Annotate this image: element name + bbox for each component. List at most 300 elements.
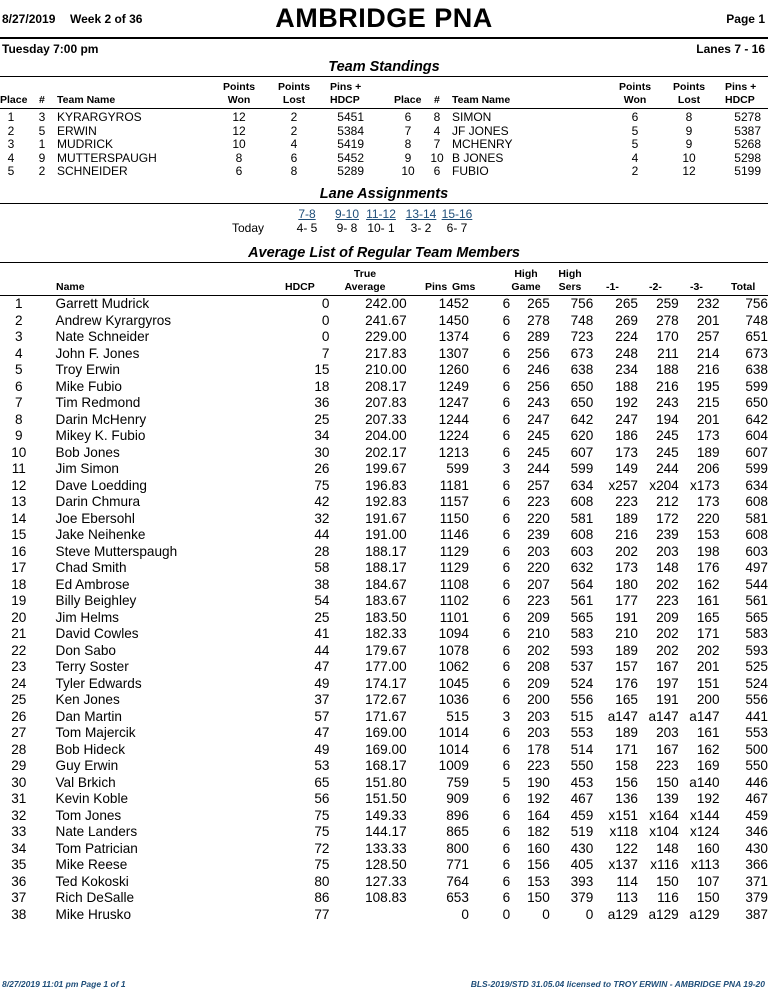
- cell-game-1: 176: [615, 675, 638, 691]
- cell-true-average: 108.83: [365, 890, 407, 905]
- cell-rank: 24: [11, 675, 27, 691]
- cell-rank: 5: [14, 362, 23, 377]
- cell-games: 6: [502, 362, 511, 377]
- cell-total: 553: [745, 725, 768, 740]
- cell-game-3: 150: [696, 890, 720, 905]
- cell-pins: 1036: [438, 692, 469, 707]
- standings-lost: 8: [685, 110, 693, 124]
- table-row: [0, 709, 768, 726]
- cell-high-series: 553: [570, 725, 594, 740]
- cell-game-2: 216: [656, 378, 679, 394]
- cell-bowler-name: Ed Ambrose: [55, 576, 130, 592]
- standings-team: JF JONES: [452, 123, 509, 138]
- cell-game-3: 161: [696, 593, 720, 608]
- col-total: Total: [731, 281, 756, 293]
- standings-pins: 5289: [337, 164, 364, 178]
- cell-hdcp: 44: [314, 642, 330, 658]
- cell-pins: 653: [446, 890, 469, 905]
- table-row: [0, 527, 768, 544]
- cell-hdcp: 18: [314, 378, 330, 394]
- cell-high-series: 393: [570, 873, 594, 889]
- lane-teams: 4- 5: [296, 221, 318, 235]
- table-row: [0, 824, 768, 841]
- cell-true-average: 184.67: [365, 576, 407, 592]
- cell-game-2: 278: [656, 312, 679, 328]
- standings-place: 1: [7, 110, 15, 124]
- cell-high-series: 603: [570, 543, 594, 559]
- week-label: Week 2 of 36: [70, 12, 143, 26]
- cell-games: 6: [502, 642, 511, 658]
- cell-game-3: x173: [690, 477, 720, 493]
- col-points-lost-line2: Lost: [282, 94, 306, 106]
- cell-bowler-name: Val Brkich: [55, 774, 116, 790]
- cell-games: 6: [502, 741, 511, 757]
- cell-pins: 1078: [438, 642, 469, 658]
- standings-pins: 5387: [734, 123, 761, 138]
- standings-won: 6: [631, 110, 639, 124]
- standings-lost: 4: [290, 137, 298, 151]
- cell-game-1: 136: [615, 791, 638, 806]
- cell-true-average: 199.67: [365, 461, 407, 476]
- cell-true-average: 171.67: [365, 708, 407, 724]
- cell-game-2: 148: [656, 840, 679, 856]
- cell-hdcp: 32: [314, 510, 330, 526]
- cell-high-game: 192: [527, 791, 550, 806]
- standings-num: 2: [38, 164, 46, 178]
- cell-high-game: 209: [527, 675, 550, 691]
- standings-lost: 2: [290, 123, 298, 138]
- cell-total: 561: [745, 593, 768, 608]
- cell-high-game: 247: [527, 411, 550, 427]
- cell-game-3: 173: [696, 494, 720, 509]
- lane-pair: 7-8: [298, 207, 316, 221]
- cell-high-game: 243: [527, 395, 550, 410]
- cell-total: 441: [745, 708, 768, 724]
- table-row: [0, 874, 768, 891]
- cell-game-3: 220: [696, 510, 720, 526]
- cell-game-2: 167: [656, 741, 679, 757]
- standings-won: 10: [232, 137, 246, 151]
- cell-game-3: x144: [690, 807, 720, 823]
- cell-bowler-name: Darin McHenry: [55, 411, 147, 427]
- cell-game-1: a129: [607, 906, 638, 922]
- cell-high-game: 182: [527, 824, 550, 839]
- cell-high-game: 164: [527, 807, 550, 823]
- col-game-1: -1-: [606, 281, 619, 293]
- cell-high-series: 564: [570, 576, 594, 592]
- cell-high-game: 203: [527, 543, 550, 559]
- col-game-3: -3-: [690, 281, 703, 293]
- cell-game-3: 176: [696, 560, 720, 575]
- cell-game-1: 113: [616, 890, 638, 905]
- cell-total: 642: [745, 411, 768, 427]
- page-label: Page 1: [726, 12, 765, 26]
- lane-teams: 9- 8: [336, 221, 358, 235]
- standings-team: SCHNEIDER: [57, 164, 128, 178]
- cell-total: 550: [745, 758, 768, 773]
- standings-won: 5: [631, 137, 639, 151]
- cell-high-series: 430: [570, 840, 594, 856]
- cell-high-game: 203: [527, 725, 550, 740]
- cell-game-3: x124: [690, 824, 720, 839]
- cell-game-1: 191: [615, 609, 638, 625]
- cell-hdcp: 38: [314, 576, 330, 592]
- cell-game-2: 167: [656, 659, 679, 674]
- cell-rank: 38: [11, 906, 27, 922]
- averages-rule: [0, 262, 768, 263]
- cell-game-3: x113: [691, 857, 720, 872]
- cell-game-3: 215: [696, 395, 720, 410]
- cell-game-1: x257: [608, 477, 638, 493]
- cell-game-2: 188: [656, 362, 679, 377]
- cell-true-average: 133.33: [365, 840, 407, 856]
- standings-pins: 5268: [734, 137, 761, 151]
- cell-rank: 28: [11, 741, 27, 757]
- cell-rank: 17: [11, 560, 27, 575]
- cell-rank: 6: [14, 378, 23, 394]
- standings-team: MUDRICK: [57, 137, 113, 151]
- cell-games: 5: [502, 774, 511, 790]
- cell-game-1: 210: [615, 626, 638, 641]
- cell-true-average: 241.67: [365, 312, 407, 328]
- cell-rank: 19: [11, 593, 27, 608]
- col-place: Place: [394, 94, 422, 106]
- cell-game-1: 234: [615, 362, 638, 377]
- cell-hdcp: 28: [314, 543, 330, 559]
- lane-pair: 11-12: [366, 207, 396, 221]
- cell-rank: 18: [11, 576, 27, 592]
- cell-total: 583: [745, 626, 768, 641]
- cell-rank: 33: [11, 824, 27, 839]
- cell-games: 6: [502, 312, 511, 328]
- cell-high-game: 203: [527, 708, 550, 724]
- cell-hdcp: 37: [314, 692, 330, 707]
- cell-true-average: [329, 907, 406, 924]
- cell-high-game: 223: [527, 593, 550, 608]
- cell-hdcp: 36: [314, 395, 330, 410]
- cell-bowler-name: Ken Jones: [55, 692, 120, 707]
- cell-pins: 771: [446, 857, 469, 872]
- cell-games: 6: [502, 890, 511, 905]
- cell-true-average: 182.33: [365, 626, 407, 641]
- lane-pair: 9-10: [334, 207, 360, 221]
- cell-bowler-name: Dave Loedding: [55, 477, 147, 493]
- col-pins-hdcp: [725, 81, 756, 107]
- cell-hdcp: 56: [314, 791, 330, 806]
- lanes-title: Lane Assignments: [319, 186, 449, 202]
- cell-true-average: 179.67: [365, 642, 407, 658]
- cell-games: 6: [502, 378, 511, 394]
- cell-games: 6: [502, 494, 511, 509]
- cell-total: 673: [745, 345, 768, 361]
- standings-lost: 12: [682, 164, 696, 178]
- cell-pins: 1094: [438, 626, 469, 641]
- cell-true-average: 229.00: [365, 329, 407, 344]
- cell-bowler-name: Mike Fubio: [55, 378, 122, 394]
- cell-games: 6: [502, 296, 511, 311]
- lanes-label: Lanes 7 - 16: [696, 42, 765, 56]
- cell-high-game: 220: [527, 510, 550, 526]
- cell-game-3: a147: [689, 708, 720, 724]
- cell-bowler-name: John F. Jones: [55, 345, 140, 361]
- standings-num: 1: [38, 137, 46, 151]
- cell-rank: 20: [11, 609, 27, 625]
- cell-game-1: 177: [615, 593, 638, 608]
- cell-pins: 1181: [439, 477, 469, 493]
- col-points-lost: [271, 81, 317, 107]
- col-pins-hdcp-line2: HDCP: [725, 94, 755, 106]
- standings-header-rule: [0, 108, 768, 109]
- table-row: [0, 643, 768, 660]
- standings-num: 4: [433, 123, 441, 138]
- standings-won: 12: [232, 123, 246, 138]
- cell-true-average: 144.17: [365, 824, 407, 839]
- standings-num: 5: [38, 123, 46, 138]
- cell-bowler-name: Jim Helms: [55, 609, 119, 625]
- table-row: [0, 395, 768, 412]
- table-row: [0, 296, 768, 313]
- cell-hdcp: 49: [314, 741, 330, 757]
- standings-place: 7: [404, 123, 412, 138]
- cell-bowler-name: Darin Chmura: [55, 494, 141, 509]
- cell-hdcp: 86: [314, 890, 330, 905]
- cell-games: 3: [502, 708, 511, 724]
- cell-true-average: 151.50: [365, 791, 407, 806]
- col-points-won-line1: Points: [618, 81, 652, 93]
- cell-bowler-name: Bob Jones: [55, 444, 120, 460]
- table-row: [0, 725, 768, 742]
- cell-high-series: 550: [570, 758, 594, 773]
- cell-pins: 1009: [438, 758, 469, 773]
- cell-high-series: 519: [570, 824, 594, 839]
- standings-team: KYRARGYROS: [57, 110, 142, 124]
- cell-high-game: 246: [527, 362, 550, 377]
- cell-hdcp: 53: [314, 758, 330, 773]
- standings-won: 6: [235, 164, 243, 178]
- cell-game-1: x151: [608, 807, 638, 823]
- standings-team: ERWIN: [57, 123, 97, 138]
- footer-printed: 8/27/2019 11:01 pm Page 1 of 1: [2, 979, 126, 989]
- standings-lost: 6: [290, 150, 298, 165]
- cell-high-series: 453: [570, 774, 594, 790]
- cell-total: 593: [745, 642, 768, 658]
- cell-pins: 1108: [439, 576, 469, 592]
- cell-rank: 36: [11, 873, 27, 889]
- cell-bowler-name: Nate Landers: [55, 824, 138, 839]
- table-row: [0, 890, 768, 907]
- col-team-name: Team Name: [57, 94, 116, 106]
- cell-pins: 1374: [438, 329, 469, 344]
- table-row: [0, 676, 768, 693]
- cell-game-1: 114: [616, 873, 638, 889]
- cell-game-2: x164: [649, 807, 679, 823]
- cell-hdcp: 58: [314, 560, 330, 575]
- cell-pins: 1146: [439, 527, 469, 542]
- cell-game-1: 165: [615, 692, 638, 707]
- cell-pins: 1014: [438, 741, 469, 757]
- cell-game-2: 209: [656, 609, 679, 625]
- cell-high-game: 178: [527, 741, 550, 757]
- cell-games: 6: [502, 428, 511, 443]
- cell-game-3: 173: [696, 428, 720, 443]
- cell-total: 379: [745, 890, 768, 905]
- cell-games: 6: [502, 692, 511, 707]
- cell-high-series: 608: [570, 527, 594, 542]
- cell-game-1: 158: [615, 758, 638, 773]
- cell-high-game: 223: [527, 494, 550, 509]
- cell-bowler-name: Terry Soster: [55, 659, 129, 674]
- cell-rank: 2: [14, 312, 23, 328]
- cell-game-2: a129: [648, 906, 679, 922]
- table-row: [0, 610, 768, 627]
- standings-pins: 5452: [337, 150, 364, 165]
- cell-bowler-name: Ted Kokoski: [55, 873, 129, 889]
- cell-total: 607: [745, 444, 768, 460]
- cell-rank: 4: [14, 345, 23, 361]
- cell-bowler-name: Tom Majercik: [55, 725, 136, 740]
- standings-pins: 5298: [734, 150, 761, 165]
- cell-high-series: 583: [570, 626, 594, 641]
- cell-game-3: 257: [696, 329, 720, 344]
- cell-bowler-name: Jake Neihenke: [55, 527, 146, 542]
- col-high-game: [509, 268, 543, 294]
- cell-pins: 1452: [438, 296, 469, 311]
- cell-game-3: 216: [696, 362, 720, 377]
- cell-rank: 11: [11, 461, 26, 476]
- cell-rank: 31: [11, 791, 27, 806]
- cell-pins: 1062: [438, 659, 469, 674]
- cell-rank: 34: [11, 840, 27, 856]
- cell-high-series: 673: [570, 345, 594, 361]
- standings-pins: 5199: [734, 164, 761, 178]
- cell-bowler-name: Nate Schneider: [55, 329, 150, 344]
- cell-high-series: 565: [570, 609, 594, 625]
- table-row: [0, 626, 768, 643]
- cell-high-series: 0: [585, 906, 594, 922]
- table-row: [0, 544, 768, 561]
- cell-true-average: 169.00: [365, 741, 407, 757]
- standings-place: 8: [404, 137, 412, 151]
- cell-game-1: 223: [615, 494, 638, 509]
- cell-hdcp: 75: [314, 477, 330, 493]
- cell-game-2: 197: [656, 675, 679, 691]
- cell-total: 599: [745, 378, 768, 394]
- standings-num: 10: [430, 150, 444, 165]
- cell-game-2: 259: [656, 296, 679, 311]
- table-row: [0, 907, 768, 924]
- cell-pins: 1129: [439, 543, 469, 559]
- col-points-lost-line2: Lost: [677, 94, 701, 106]
- cell-games: 6: [502, 659, 511, 674]
- cell-high-series: 723: [570, 329, 594, 344]
- footer-license: BLS-2019/STD 31.05.04 licensed to TROY ERWIN - AMBRIDGE PNA 19-20: [470, 979, 765, 989]
- cell-game-3: 214: [696, 345, 720, 361]
- col-points-won-line1: Points: [222, 81, 256, 93]
- cell-hdcp: 7: [321, 345, 330, 361]
- cell-high-series: 650: [570, 395, 594, 410]
- table-row: [0, 593, 768, 610]
- table-row: [0, 428, 768, 445]
- cell-total: 650: [745, 395, 768, 410]
- cell-rank: 22: [11, 642, 27, 658]
- table-row: [0, 379, 768, 396]
- cell-bowler-name: Billy Beighley: [55, 593, 137, 608]
- cell-true-average: 207.83: [365, 395, 407, 410]
- standings-won: 4: [631, 150, 639, 165]
- cell-hdcp: 49: [314, 675, 330, 691]
- cell-high-series: 642: [570, 411, 594, 427]
- cell-hdcp: 57: [314, 708, 330, 724]
- col-true-average-line1: True: [353, 268, 377, 280]
- cell-game-1: 122: [615, 840, 638, 856]
- cell-game-2: 194: [656, 411, 679, 427]
- col-num: #: [434, 94, 440, 106]
- cell-hdcp: 0: [321, 296, 330, 311]
- cell-high-game: 289: [527, 329, 550, 344]
- cell-game-3: 160: [696, 840, 720, 856]
- cell-game-1: 188: [615, 378, 638, 394]
- cell-games: 6: [502, 725, 511, 740]
- cell-game-2: 245: [656, 428, 679, 443]
- table-row: [0, 478, 768, 495]
- cell-game-2: 202: [656, 626, 679, 641]
- cell-rank: 14: [11, 510, 27, 526]
- cell-true-average: 196.83: [365, 477, 407, 493]
- cell-game-3: 151: [696, 675, 720, 691]
- cell-pins: 1307: [438, 345, 469, 361]
- cell-game-1: a147: [607, 708, 638, 724]
- cell-high-game: 0: [542, 906, 550, 922]
- cell-game-3: 162: [696, 576, 720, 592]
- cell-hdcp: 75: [314, 824, 330, 839]
- lane-pair: 15-16: [441, 207, 473, 221]
- cell-high-game: 210: [527, 626, 550, 641]
- cell-game-2: 202: [656, 576, 679, 592]
- cell-games: 6: [502, 593, 511, 608]
- cell-high-series: 514: [570, 741, 594, 757]
- cell-game-3: 171: [696, 626, 720, 641]
- cell-total: 500: [745, 741, 768, 757]
- cell-pins: 1014: [438, 725, 469, 740]
- cell-rank: 7: [14, 395, 23, 410]
- col-place: Place: [0, 94, 28, 106]
- cell-game-2: x204: [649, 477, 679, 493]
- col-points-won: [214, 81, 264, 107]
- cell-hdcp: 77: [314, 906, 330, 922]
- cell-pins: 1224: [438, 428, 469, 443]
- cell-high-series: 634: [570, 477, 594, 493]
- lanes-rule: [0, 203, 768, 204]
- cell-high-game: 256: [527, 345, 550, 361]
- cell-high-series: 524: [570, 675, 594, 691]
- table-row: [0, 412, 768, 429]
- cell-games: 6: [502, 857, 511, 872]
- cell-rank: 21: [11, 626, 27, 641]
- standings-won: 8: [235, 150, 243, 165]
- table-row: [0, 511, 768, 528]
- cell-pins: 1045: [438, 675, 469, 691]
- table-row: [0, 808, 768, 825]
- cell-bowler-name: David Cowles: [55, 626, 139, 641]
- cell-game-3: 202: [696, 642, 720, 658]
- cell-games: 6: [502, 791, 511, 806]
- cell-hdcp: 30: [314, 444, 330, 460]
- cell-high-game: 256: [527, 378, 550, 394]
- cell-total: 430: [745, 840, 768, 856]
- cell-total: 459: [745, 807, 768, 823]
- standings-won: 2: [631, 164, 639, 178]
- standings-title: Team Standings: [328, 59, 440, 75]
